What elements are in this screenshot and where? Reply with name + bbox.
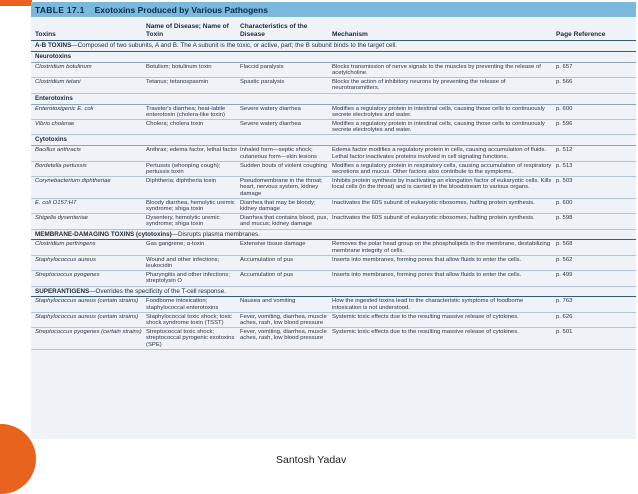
group-cytotoxins (31, 146, 636, 229)
table-row (31, 105, 636, 120)
cell-page: p. 566 (556, 79, 573, 86)
cell-disease: Wound and other infections; leukocidin (146, 256, 220, 270)
cell-toxin: Clostridium perfringens (35, 241, 96, 248)
table-row (31, 120, 636, 135)
cell-characteristics: Accumulation of pus (240, 272, 294, 279)
cell-mechanism: Inserts into membranes, forming pores that allow fluids to enter the cells. (332, 272, 522, 279)
group-superantigens (31, 297, 636, 349)
section-membrane-damaging (31, 230, 636, 241)
cell-characteristics: Flaccid paralysis (240, 63, 284, 70)
cell-disease: Pharyngitis and other infections; streptolysin O (146, 272, 230, 285)
cell-characteristics: Diarrhea that may be bloody; kidney damage (240, 199, 316, 213)
cell-characteristics: Diarrhea that contains blood, pus, and mucus; kidney damage (240, 215, 329, 228)
table-row (31, 240, 636, 255)
header-characteristics: Characteristics of the Disease (240, 23, 308, 38)
cell-page: p. 600 (556, 105, 573, 112)
cell-disease: Botulism; botulinum toxin (146, 63, 212, 70)
cell-disease: Foodborne intoxication; staphylococcal enterotoxins (146, 298, 219, 311)
subsection-enterotoxins: Enterotoxins (31, 94, 636, 105)
cell-page: p. 501 (556, 329, 573, 336)
cell-disease: Dysentery, hemolytic uremic syndrome; shiga toxin (146, 215, 220, 228)
table-row (31, 78, 636, 93)
cell-page: p. 513 (556, 162, 573, 169)
section-label: A-B TOXINS (35, 42, 72, 49)
cell-page: p. 499 (556, 272, 573, 279)
cell-disease: Streptococcal toxic shock; streptococcal pyrogenic exotoxins (SPE) (146, 329, 235, 348)
cell-disease: Tetanus; tetanospasmin (146, 79, 209, 86)
cell-characteristics: Severe watery diarrhea (240, 105, 301, 112)
cell-characteristics: Extensive tissue damage (240, 241, 306, 248)
cell-characteristics: Accumulation of pus (240, 256, 294, 263)
group-enterotoxins (31, 105, 636, 136)
cell-page: p. 763 (556, 298, 573, 305)
cell-toxin: Bordetella pertussis (35, 162, 87, 169)
cell-page: p. 598 (556, 215, 573, 222)
cell-page: p. 600 (556, 199, 573, 206)
header-mechanism: Mechanism (332, 30, 368, 38)
cell-mechanism: Inactivates the 60S subunit of eukaryotic ribosomes, halting protein synthesis. (332, 215, 535, 222)
header-toxins: Toxins (35, 30, 56, 38)
cell-page: p. 503 (556, 178, 573, 185)
header-page-reference: Page Reference (556, 30, 606, 38)
cell-toxin: E. coli O157:H7 (35, 199, 77, 206)
table-row (31, 162, 636, 177)
group-membrane (31, 240, 636, 286)
cell-toxin: Enterotoxigenic E. coli (35, 105, 94, 112)
cell-toxin: Clostridium tetani (35, 79, 81, 86)
table-row (31, 297, 636, 312)
cell-mechanism: Inactivates the 60S subunit of eukaryotic ribosomes, halting protein synthesis. (332, 199, 535, 206)
cell-toxin: Staphylococcus aureus (certain strains) (35, 313, 139, 320)
table-row (31, 328, 636, 350)
cell-toxin: Streptococcus pyogenes (35, 272, 100, 279)
table-row (31, 177, 636, 199)
cell-mechanism: Blocks transmission of nerve signals to the muscles by preventing the release of acetylcholine. (332, 63, 541, 76)
table-header-row (31, 17, 636, 41)
header-disease: Name of Disease; Name of Toxin (146, 23, 229, 38)
exotoxin-table (31, 2, 636, 439)
cell-disease: Anthrax; edema factor, lethal factor (146, 147, 238, 154)
cell-mechanism: Inhibits protein synthesis by inactivating an elongation factor of eukaryotic cells. Kills local cells (in the throat) and is carried in the bloodstream to various organs. (332, 178, 552, 191)
section-text: —Overrides the specificity of the T-cell response. (89, 287, 226, 295)
cell-page: p. 596 (556, 121, 573, 128)
cell-toxin: Corynebacterium diphtheriae (35, 178, 111, 185)
cell-mechanism: Blocks the action of inhibitory neurons by preventing the release of neurotransmitters. (332, 79, 506, 92)
cell-toxin: Bacillus anthracis (35, 147, 81, 154)
cell-mechanism: How the ingested toxins lead to the characteristic symptoms of foodborne intoxication is not understood. (332, 298, 524, 311)
cell-page: p. 562 (556, 256, 573, 263)
table-row (31, 199, 636, 214)
group-neurotoxins (31, 63, 636, 94)
section-text: —Disrupts plasma membranes. (171, 230, 260, 238)
subsection-neurotoxins: Neurotoxins (31, 52, 636, 63)
cell-mechanism: Systemic toxic effects due to the resulting massive release of cytokines. (332, 329, 519, 336)
cell-characteristics: Fever, vomiting, diarrhea, muscle aches, rash, low blood pressure (240, 329, 327, 342)
cell-characteristics: Pseudomembrane in the throat; heart, nervous system, kidney damage (240, 178, 323, 197)
cell-page: p. 657 (556, 63, 573, 70)
cell-mechanism: Removes the polar head group on the phospholipids in the membrane, destabilizing membrane integrity of cells. (332, 241, 551, 254)
table-row (31, 146, 636, 161)
cell-toxin: Shigella dysenteriae (35, 215, 89, 222)
cell-mechanism: Modifies a regulatory protein in intestinal cells, causing those cells to continuously secrete electrolytes and water. (332, 105, 545, 118)
cell-disease: Cholera; cholera toxin (146, 121, 204, 128)
cell-disease: Pertussis (whooping cough); pertussis toxin (146, 162, 221, 176)
table-row (31, 313, 636, 328)
subsection-cytotoxins: Cytotoxins (31, 135, 636, 146)
table-row (31, 271, 636, 286)
cell-mechanism: Edema factor modifies a regulatory protein in cells, causing accumulation of fluids. Lethal factor inactivates proteins involved in cell signaling functions. (332, 147, 547, 160)
accent-bar (0, 0, 32, 6)
cell-page: p. 626 (556, 313, 573, 320)
cell-disease: Staphylococcal toxic shock; toxic shock syndrome toxin (TSST) (146, 313, 232, 327)
cell-mechanism: Systemic toxic effects due to the resulting massive release of cytokines. (332, 313, 519, 320)
cell-mechanism: Modifies a regulatory protein in intestinal cells, causing those cells to continuously secrete electrolytes and water. (332, 121, 545, 134)
cell-toxin: Streptococcus pyogenes (certain strains) (35, 329, 142, 336)
section-text: —Composed of two subunits, A and B. The A subunit is the toxic, or active, part; the B subunit binds to the target cell. (71, 42, 398, 49)
cell-disease: Diphtheria; diphtheria toxin (146, 178, 217, 185)
cell-characteristics: Sudden bouts of violent coughing (240, 162, 328, 169)
cell-toxin: Vibrio cholerae (35, 121, 75, 128)
cell-characteristics: Spastic paralysis (240, 79, 285, 86)
table-row (31, 63, 636, 78)
table-row (31, 214, 636, 229)
cell-characteristics: Inhaled form—septic shock; cutaneous form—skin lesions (240, 147, 317, 160)
table-title: Exotoxins Produced by Various Pathogens (94, 4, 268, 15)
section-label: SUPERANTIGENS (35, 287, 90, 295)
cell-page: p. 512 (556, 147, 573, 154)
cell-disease: Gas gangrene; α-toxin (146, 241, 205, 248)
cell-toxin: Clostridium botulinum (35, 63, 92, 70)
table-number: TABLE 17.1 (35, 4, 85, 15)
cell-characteristics: Nausea and vomiting (240, 298, 296, 305)
cell-characteristics: Fever, vomiting, diarrhea, muscle aches, rash, low blood pressure (240, 313, 327, 327)
cell-mechanism: Inserts into membranes, forming pores that allow fluids to enter the cells. (332, 256, 522, 263)
cell-page: p. 568 (556, 241, 573, 248)
table-row (31, 256, 636, 271)
section-ab-toxins (31, 41, 636, 52)
cell-disease: Bloody diarrhea, hemolytic uremic syndrome; shiga toxin (146, 199, 235, 213)
cell-characteristics: Severe watery diarrhea (240, 121, 301, 128)
section-superantigens (31, 287, 636, 298)
table-title-bar (31, 2, 636, 17)
author-footer: Santosh Yadav (276, 454, 347, 466)
cell-disease: Traveler's diarrhea; heat-labile enterotoxin (cholera-like toxin) (146, 105, 226, 118)
cell-toxin: Staphylococcus aureus (35, 256, 96, 263)
cell-toxin: Staphylococcus aureus (certain strains) (35, 298, 139, 305)
section-label: MEMBRANE-DAMAGING TOXINS (cytotoxins) (35, 230, 172, 238)
cell-mechanism: Modifies a regulatory protein in respiratory cells, causing accumulation of respiratory secretions and mucus. Other factors also contribute to the symptoms. (332, 162, 552, 176)
